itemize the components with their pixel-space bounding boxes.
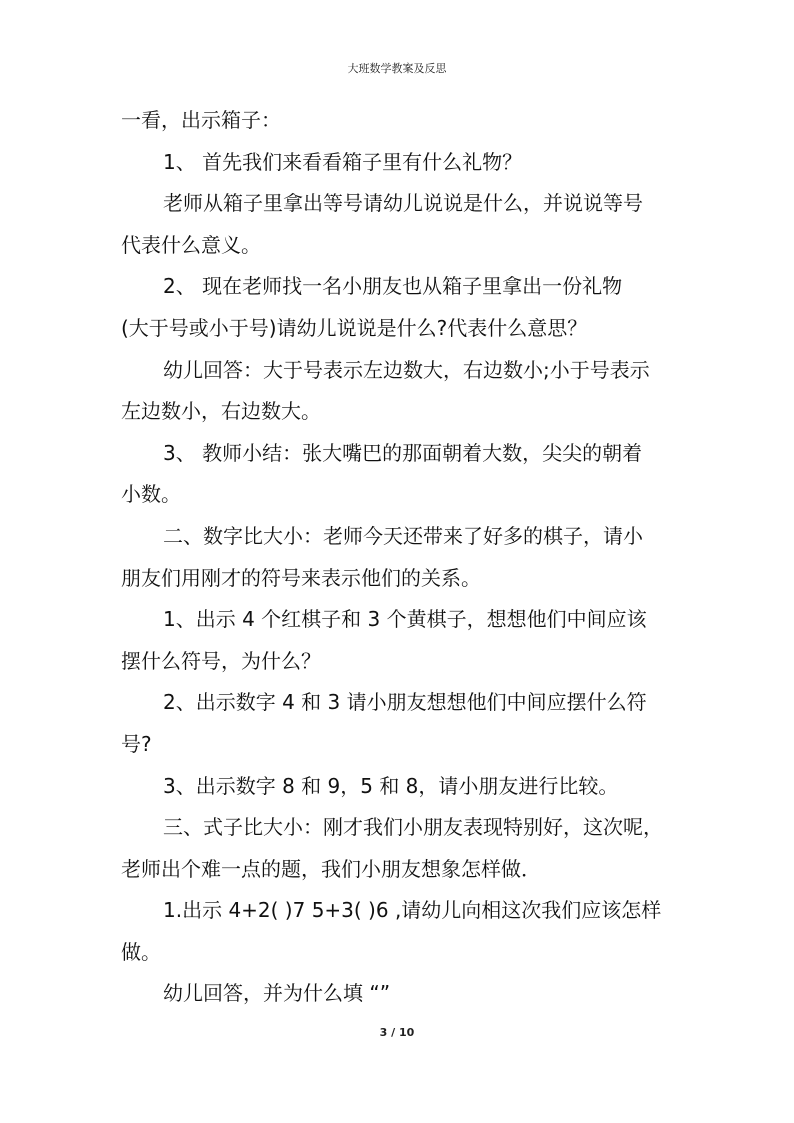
body-line-4: 代表什么意义。: [121, 232, 261, 257]
body-line-1: 一看，出示箱子：: [121, 108, 281, 132]
body-line-10: 小数。: [121, 482, 181, 507]
body-line-18: 三、式子比大小：刚才我们小朋友表现特别好，这次呢，: [163, 815, 663, 840]
page-number: 3 / 10: [379, 1026, 415, 1039]
body-line-17: 3、出示数字 8 和 9，5 和 8，请小朋友进行比较。: [163, 773, 619, 798]
body-line-5: 2、 现在老师找一名小朋友也从箱子里拿出一份礼物: [163, 274, 623, 299]
body-line-7: 幼儿回答：大于号表示左边数大，右边数小;小于号表示: [163, 357, 650, 382]
body-line-3: 老师从箱子里拿出等号请幼儿说说是什么，并说说等号: [163, 191, 643, 216]
page-header-title: 大班数学教案及反思: [347, 62, 447, 75]
body-line-8: 左边数小，右边数大。: [121, 399, 321, 424]
body-line-14: 摆什么符号，为什么？: [121, 648, 321, 673]
body-line-2: 1、 首先我们来看看箱子里有什么礼物？: [163, 149, 523, 174]
body-line-22: 幼儿回答，并为什么填 “”: [163, 981, 391, 1006]
body-line-19: 老师出个难一点的题，我们小朋友想象怎样做．: [121, 856, 541, 881]
body-line-9: 3、 教师小结：张大嘴巴的那面朝着大数，尖尖的朝着: [163, 440, 643, 465]
body-line-21: 做。: [121, 939, 161, 964]
body-line-6: (大于号或小于号)请幼儿说说是什么?代表什么意思？: [121, 315, 588, 340]
body-line-13: 1、出示 4 个红棋子和 3 个黄棋子，想想他们中间应该: [163, 607, 647, 632]
body-line-15: 2、出示数字 4 和 3 请小朋友想想他们中间应摆什么符: [163, 690, 647, 715]
document-body: [121, 100, 677, 1015]
body-line-20: 1.出示 4+2( )7 5+3( )6 ,请幼儿向相这次我们应该怎样: [163, 898, 662, 923]
body-line-11: 二、数字比大小：老师今天还带来了好多的棋子，请小: [163, 523, 643, 548]
body-line-16: 号?: [121, 731, 152, 756]
body-line-12: 朋友们用刚才的符号来表示他们的关系。: [121, 565, 481, 590]
